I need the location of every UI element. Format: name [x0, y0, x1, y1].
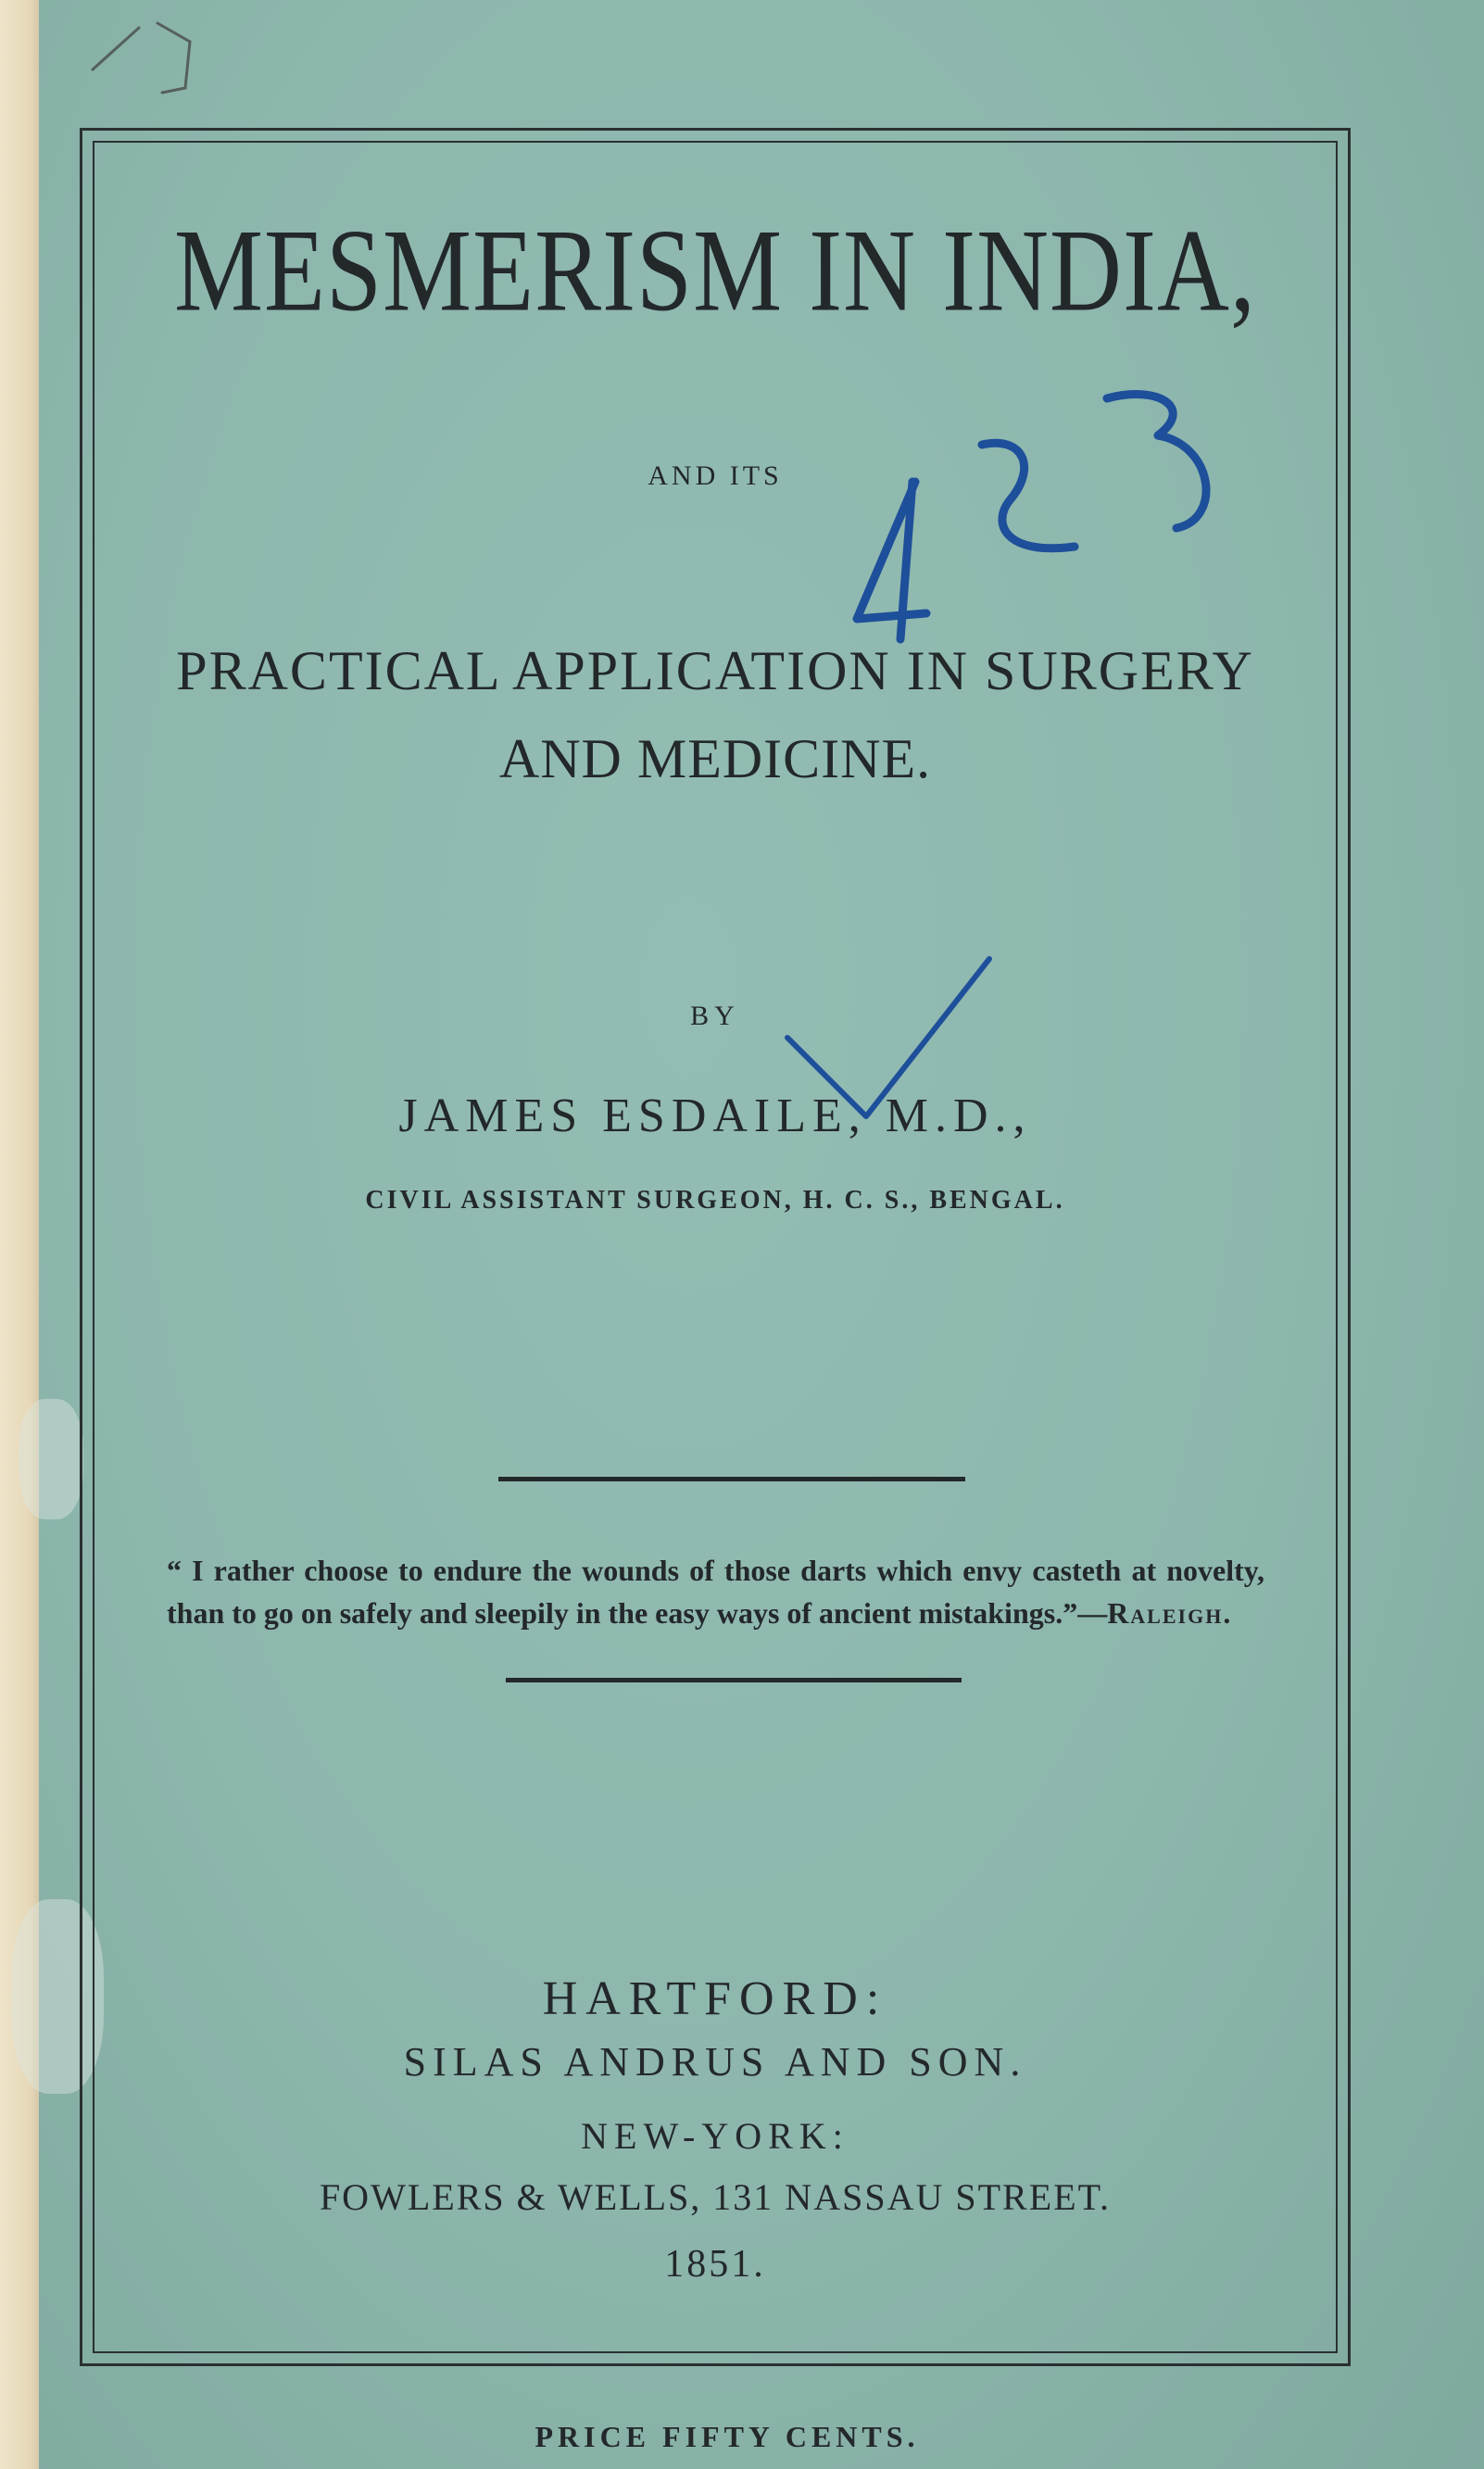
- digit-3-stroke: [1107, 395, 1206, 528]
- digit-2-stroke: [982, 443, 1075, 548]
- price-line: PRICE FIFTY CENTS.: [534, 2420, 920, 2453]
- imprint-publisher-2: FOWLERS & WELLS, 131 NASSAU STREET.: [319, 2176, 1112, 2218]
- imprint-publisher-1: SILAS ANDRUS AND SON.: [403, 2039, 1027, 2085]
- pencil-mark-icon: [93, 23, 190, 93]
- handwritten-number-423: [857, 395, 1206, 639]
- author-credentials: CIVIL ASSISTANT SURGEON, H. C. S., BENGAL.: [365, 1186, 1065, 1215]
- epigraph-attribution: Raleigh.: [1107, 1596, 1233, 1630]
- author-name: JAMES ESDAILE, M.D.,: [398, 1090, 1032, 1142]
- imprint-year: 1851.: [664, 2243, 766, 2286]
- subtitle-line-2: AND MEDICINE.: [498, 728, 932, 789]
- subtitle-line-1: PRACTICAL APPLICATION IN SURGERY: [176, 640, 1254, 701]
- by-line: BY: [690, 1001, 740, 1031]
- check-mark-icon: [787, 959, 989, 1116]
- digit-4-stroke: [857, 482, 926, 619]
- imprint-place-2: NEW-YORK:: [581, 2115, 849, 2157]
- book-title: MESMERISM IN INDIA,: [173, 206, 1257, 336]
- imprint-place-1: HARTFORD:: [542, 1972, 888, 2025]
- connector-text: AND ITS: [648, 460, 783, 491]
- epigraph-quote: “ I rather choose to endure the wounds of those darts which envy casteth at novelty, than to go on safely and sleepily in the easy ways of ancient mistakings.”—: [167, 1554, 1264, 1630]
